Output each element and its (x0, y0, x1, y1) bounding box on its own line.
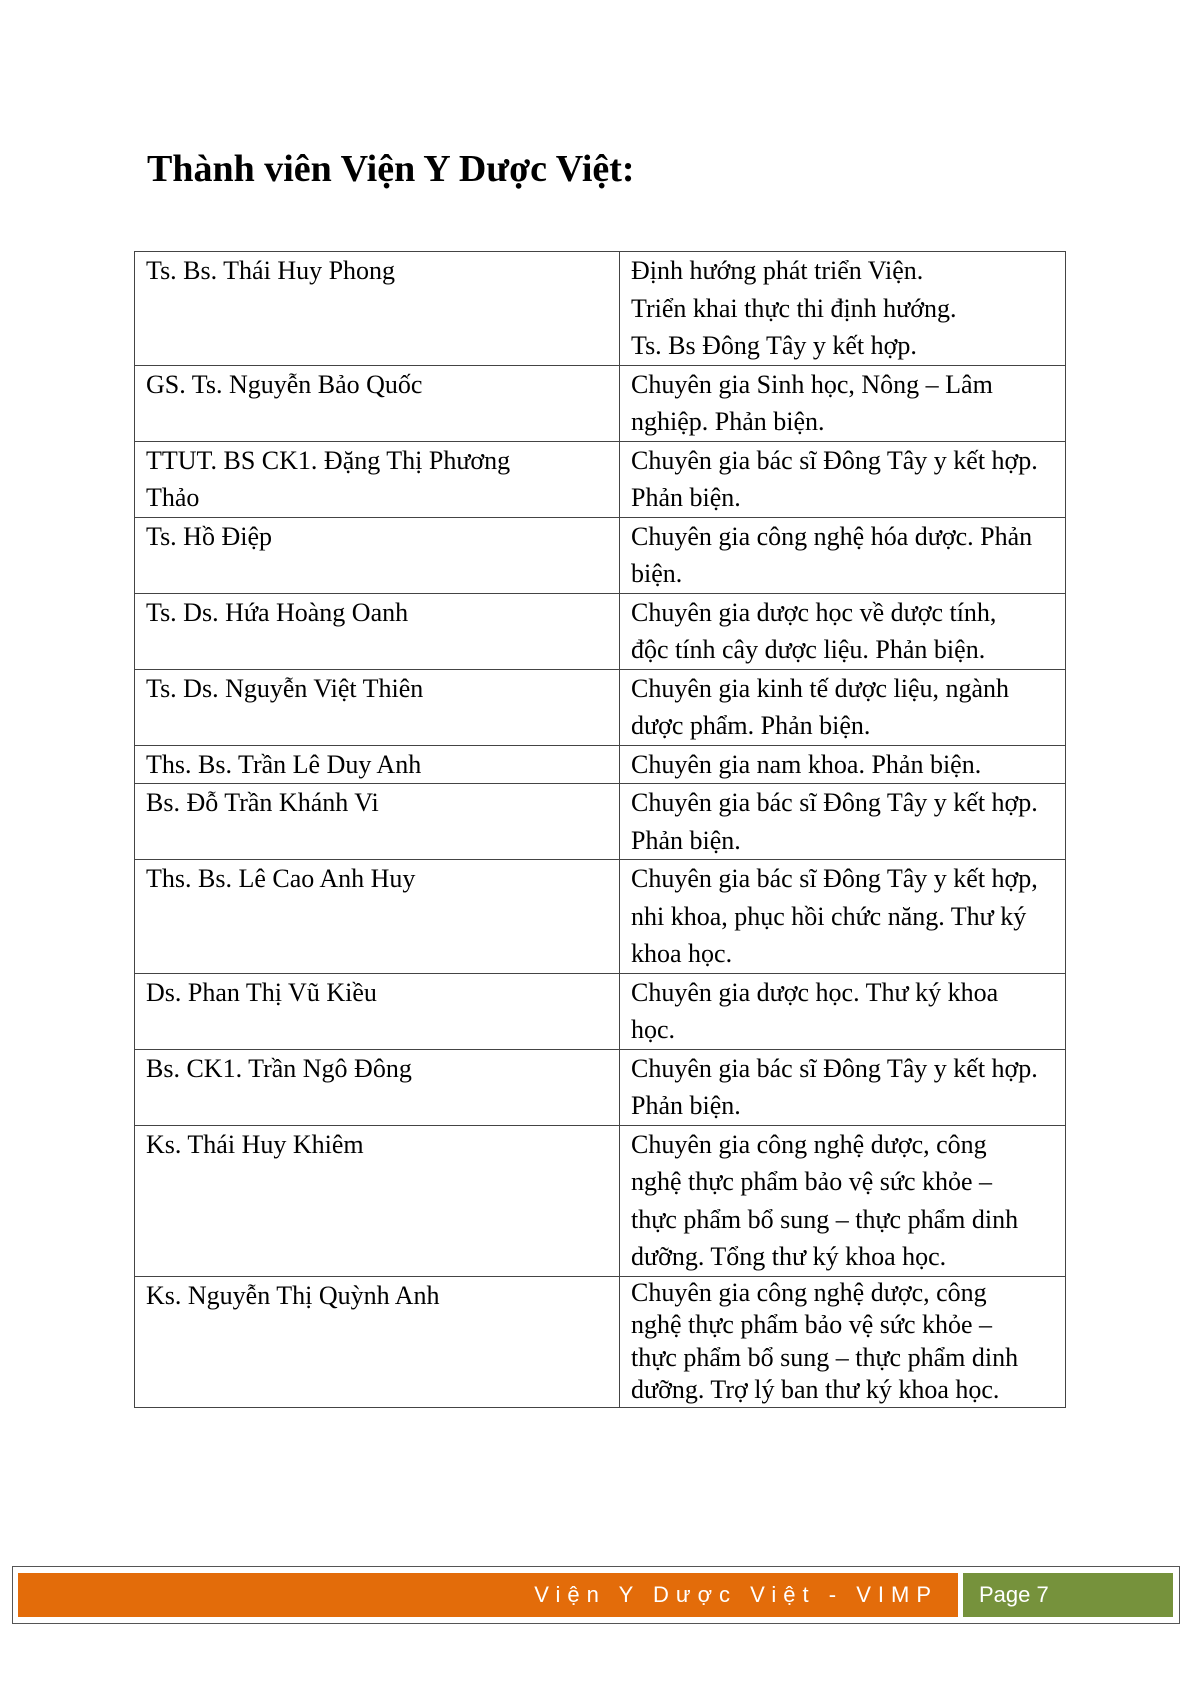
member-role-line: Phản biện. (631, 1091, 741, 1120)
page-number: Page 7 (979, 1582, 1049, 1607)
footer-page-box (963, 1573, 1173, 1617)
member-name-line: Ds. Phan Thị Vũ Kiều (146, 977, 377, 1007)
member-role (620, 669, 1066, 745)
member-name (135, 252, 620, 366)
member-row (135, 365, 1066, 441)
members-table (134, 251, 1066, 1408)
member-role (620, 860, 1066, 974)
member-role (620, 784, 1066, 860)
member-row (135, 593, 1066, 669)
member-name (135, 745, 620, 784)
member-role-line: độc tính cây dược liệu. Phản biện. (631, 635, 986, 664)
member-role-line: Chuyên gia công nghệ hóa dược. Phản (631, 521, 1033, 551)
member-role-line: Chuyên gia công nghệ dược, công (631, 1277, 987, 1307)
member-name-line: TTUT. BS CK1. Đặng Thị Phương (146, 445, 511, 475)
member-name-line: GS. Ts. Nguyễn Bảo Quốc (146, 369, 423, 399)
member-role-line: nhi khoa, phục hồi chức năng. Thư ký (631, 901, 1027, 931)
member-name (135, 441, 620, 517)
member-role-line: dưỡng. Tổng thư ký khoa học. (631, 1242, 947, 1271)
member-name (135, 517, 620, 593)
member-role (620, 745, 1066, 784)
member-role-line: Ts. Bs Đông Tây y kết hợp. (631, 331, 917, 360)
member-name-line: Ts. Ds. Hứa Hoàng Oanh (146, 597, 409, 627)
member-role-line: Chuyên gia bác sĩ Đông Tây y kết hợp. (631, 788, 1038, 817)
member-role (620, 973, 1066, 1049)
member-row (135, 973, 1066, 1049)
member-name-line: Ts. Bs. Thái Huy Phong (146, 256, 396, 285)
member-role (620, 1125, 1066, 1276)
member-role-line: Chuyên gia dược học. Thư ký khoa (631, 977, 999, 1007)
member-name-line: Ths. Bs. Lê Cao Anh Huy (146, 864, 416, 893)
member-row (135, 1276, 1066, 1407)
member-name-line: Ths. Bs. Trần Lê Duy Anh (146, 749, 422, 779)
member-name (135, 1049, 620, 1125)
member-row (135, 669, 1066, 745)
member-name-line: Ts. Hồ Điệp (146, 521, 273, 551)
member-role-line: Chuyên gia bác sĩ Đông Tây y kết hợp, (631, 864, 1038, 893)
member-role-line: thực phẩm bổ sung – thực phẩm dinh (631, 1342, 1019, 1372)
member-role-line: Phản biện. (631, 825, 741, 855)
member-role (620, 252, 1066, 366)
member-role (620, 1049, 1066, 1125)
member-name (135, 973, 620, 1049)
member-role (620, 1276, 1066, 1407)
member-name-line: Ks. Nguyễn Thị Quỳnh Anh (146, 1280, 440, 1310)
member-role-line: Chuyên gia bác sĩ Đông Tây y kết hợp. (631, 1053, 1038, 1083)
member-name (135, 593, 620, 669)
member-row (135, 1049, 1066, 1125)
member-name (135, 860, 620, 974)
member-role-line: nghệ thực phẩm bảo vệ sức khỏe – (631, 1167, 993, 1196)
member-role-line: nghệ thực phẩm bảo vệ sức khỏe – (631, 1310, 993, 1339)
member-role-line: Định hướng phát triển Viện. (631, 256, 924, 285)
member-row (135, 784, 1066, 860)
member-role-line: học. (631, 1015, 676, 1044)
member-role (620, 441, 1066, 517)
member-role-line: dưỡng. Trợ lý ban thư ký khoa học. (631, 1375, 1000, 1404)
member-row (135, 860, 1066, 974)
member-row (135, 252, 1066, 366)
member-row (135, 1125, 1066, 1276)
member-name (135, 669, 620, 745)
footer-org-name: Viện Y Dược Việt - VIMP (534, 1582, 938, 1607)
member-name-line: Bs. Đỗ Trần Khánh Vi (146, 788, 379, 817)
member-row (135, 517, 1066, 593)
member-role-line: Chuyên gia kinh tế dược liệu, ngành (631, 673, 1010, 703)
member-name-line: Ts. Ds. Nguyễn Việt Thiên (146, 673, 424, 703)
member-role (620, 517, 1066, 593)
member-role-line: thực phẩm bổ sung – thực phẩm dinh (631, 1204, 1019, 1234)
member-role-line: Triển khai thực thi định hướng. (631, 293, 957, 323)
member-role (620, 593, 1066, 669)
member-name (135, 365, 620, 441)
member-role-line: Chuyên gia nam khoa. Phản biện. (631, 749, 982, 779)
member-name-line: Bs. CK1. Trần Ngô Đông (146, 1053, 412, 1083)
member-role-line: khoa học. (631, 939, 733, 968)
member-role-line: Chuyên gia Sinh học, Nông – Lâm (631, 369, 993, 399)
member-name-line: Thảo (146, 483, 200, 512)
member-role-line: biện. (631, 559, 683, 588)
member-role-line: nghiệp. Phản biện. (631, 407, 825, 436)
member-role-line: Phản biện. (631, 483, 741, 512)
member-row (135, 441, 1066, 517)
member-role-line: Chuyên gia bác sĩ Đông Tây y kết hợp. (631, 445, 1038, 475)
member-name (135, 1125, 620, 1276)
member-name-line: Ks. Thái Huy Khiêm (146, 1129, 364, 1159)
page-title: Thành viên Viện Y Dược Việt: (147, 148, 635, 190)
member-role-line: Chuyên gia công nghệ dược, công (631, 1129, 987, 1159)
member-row (135, 745, 1066, 784)
member-name (135, 1276, 620, 1407)
footer-org-bar (18, 1573, 958, 1617)
member-name (135, 784, 620, 860)
member-role-line: Chuyên gia dược học về dược tính, (631, 597, 997, 627)
member-role (620, 365, 1066, 441)
member-role-line: dược phẩm. Phản biện. (631, 711, 871, 740)
